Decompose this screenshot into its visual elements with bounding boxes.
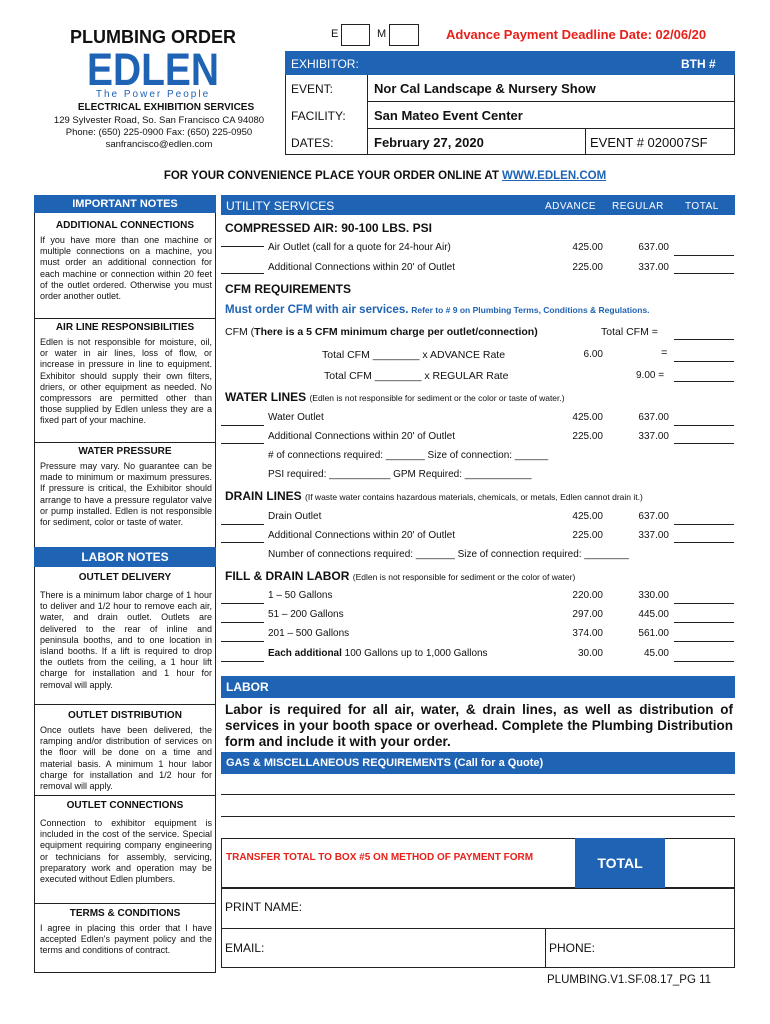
- fill-row-3-label: 201 – 500 Gallons: [268, 628, 350, 639]
- footer-code: PLUMBING.V1.SF.08.17_PG 11: [547, 974, 712, 986]
- e-label: E: [331, 28, 339, 40]
- total-cfm-label: Total CFM =: [601, 326, 658, 338]
- gas-misc-line-1[interactable]: [221, 794, 735, 795]
- fill-row-1-label: 1 – 50 Gallons: [268, 590, 333, 601]
- online-order-text: FOR YOUR CONVENIENCE PLACE YOUR ORDER ONLINE AT: [163, 170, 503, 182]
- fill-drain-note: (Edlen is not responsible for sediment or the color of water): [352, 572, 576, 582]
- water-outlet-advance: 425.00: [572, 412, 603, 423]
- water-psi-gpm[interactable]: PSI required: ___________ GPM Required: ____________: [268, 469, 532, 480]
- water-outlet-qty[interactable]: [221, 425, 264, 426]
- email-label: EMAIL:: [225, 941, 265, 955]
- drain-lines-title: DRAIN LINES: [225, 489, 302, 503]
- company-name: ELECTRICAL EXHIBITION SERVICES: [77, 102, 255, 113]
- fill-row-4-regular: 45.00: [643, 648, 669, 659]
- cfm-advance-rate: 6.00: [583, 349, 603, 360]
- fill-row-4-label: [268, 648, 488, 659]
- outlet-connections-text: Connection to exhibitor equipment is included in the cost of the service. Special equipment requiring company engineering or technicians for assembly, servicing, preparatory work and operation may be executed without Edlen plumbers.: [40, 818, 212, 885]
- air-additional-advance: 225.00: [572, 262, 603, 273]
- fill-row-4-bold: Each additional: [268, 648, 342, 659]
- drain-outlet-label: Drain Outlet: [268, 511, 322, 522]
- facility-label: FACILITY:: [291, 109, 346, 123]
- water-lines-note: (Edlen is not responsible for sediment or the color or taste of water.): [309, 393, 565, 403]
- company-address: 129 Sylvester Road, So. San Francisco CA 94080: [53, 115, 265, 126]
- labor-header: LABOR: [221, 676, 735, 698]
- m-label: M: [377, 28, 387, 40]
- fill-row-2-label: 51 – 200 Gallons: [268, 609, 344, 620]
- phone-label: PHONE:: [549, 941, 596, 955]
- fill-row-2-qty[interactable]: [221, 622, 264, 623]
- cfm-regular-line: Total CFM ________ x REGULAR Rate: [324, 370, 509, 382]
- dates-value[interactable]: February 27, 2020: [374, 135, 484, 150]
- cfm-regular-total[interactable]: [674, 381, 734, 382]
- important-notes-header: IMPORTANT NOTES: [34, 195, 216, 213]
- company-phone: Phone: (650) 225-0900 Fax: (650) 225-0950: [65, 127, 253, 138]
- cfm-must-line: [225, 304, 735, 316]
- labor-notes-header: LABOR NOTES: [34, 547, 216, 567]
- cfm-minimum-text: There is a 5 CFM minimum charge per outlet/connection): [254, 326, 538, 338]
- water-additional-total[interactable]: [674, 443, 734, 444]
- dates-label: DATES:: [291, 136, 334, 150]
- fill-drain-title: FILL & DRAIN LABOR: [225, 569, 350, 583]
- e-box[interactable]: [341, 24, 370, 46]
- fill-row-3-regular: 561.00: [638, 628, 669, 639]
- transfer-total-text: TRANSFER TOTAL TO BOX #5 ON METHOD OF PAYMENT FORM: [226, 852, 534, 863]
- water-outlet-label: Water Outlet: [268, 412, 324, 423]
- print-name-input[interactable]: [310, 892, 730, 922]
- air-additional-label: Additional Connections within 20' of Outlet: [268, 262, 456, 273]
- email-input[interactable]: [272, 932, 542, 964]
- phone-input[interactable]: [602, 932, 732, 964]
- outlet-distribution-title: OUTLET DISTRIBUTION: [68, 710, 182, 721]
- col-advance: ADVANCE: [545, 201, 597, 212]
- cfm-advance-line: Total CFM ________ x ADVANCE Rate: [322, 349, 506, 361]
- drain-additional-advance: 225.00: [572, 530, 603, 541]
- event-value[interactable]: Nor Cal Landscape & Nursery Show: [374, 81, 596, 96]
- drain-additional-total[interactable]: [674, 542, 734, 543]
- fill-row-2-advance: 297.00: [572, 609, 603, 620]
- svg-text:EDLEN: EDLEN: [87, 48, 219, 90]
- outlet-connections-title: OUTLET CONNECTIONS: [66, 800, 184, 811]
- fill-row-1-advance: 220.00: [572, 590, 603, 601]
- print-name-label: PRINT NAME:: [225, 900, 303, 914]
- fill-row-3-advance: 374.00: [572, 628, 603, 639]
- air-line-text: Edlen is not responsible for moisture, oil, or water in air lines, loss of flow, or increase in pressure in line to equipment. Exhibitor should supply their own filters, driers, or other equipment as needed. No compressors are permitted other than those supplied by Edlen unless they are a fixed part of your machine.: [40, 337, 212, 426]
- event-label: EVENT:: [291, 82, 334, 96]
- terms-text: I agree in placing this order that I have accepted Edlen's payment policy and the terms and conditions of contract.: [40, 923, 212, 956]
- fill-row-4-rest: 100 Gallons up to 1,000 Gallons: [341, 648, 488, 659]
- terms-title: TERMS & CONDITIONS: [69, 908, 181, 919]
- air-outlet-advance: 425.00: [572, 242, 603, 253]
- outlet-delivery-title: OUTLET DELIVERY: [78, 572, 172, 583]
- event-number: EVENT # 020007SF: [590, 135, 708, 150]
- air-outlet-label: Air Outlet (call for a quote for 24-hour Air): [268, 242, 451, 253]
- edlen-logo: [86, 48, 220, 90]
- air-additional-qty[interactable]: [221, 273, 264, 274]
- fill-row-4-total[interactable]: [674, 661, 734, 662]
- air-additional-total[interactable]: [674, 273, 734, 274]
- drain-additional-label: Additional Connections within 20' of Outlet: [268, 530, 456, 541]
- labor-text: Labor is required for all air, water, & drain lines, as well as distribution of services in your booth space or overhead. Complete the Plumbing Distribution form and include it with your order.: [225, 702, 733, 749]
- water-lines-heading: [225, 390, 565, 404]
- fill-row-3-qty[interactable]: [221, 641, 264, 642]
- col-total: TOTAL: [685, 201, 719, 212]
- company-email: sanfrancisco@edlen.com: [105, 139, 213, 150]
- water-outlet-total[interactable]: [674, 425, 734, 426]
- facility-value[interactable]: San Mateo Event Center: [374, 108, 523, 123]
- deadline-date: Advance Payment Deadline Date: 02/06/20: [446, 27, 707, 42]
- water-additional-qty[interactable]: [221, 443, 264, 444]
- drain-outlet-qty[interactable]: [221, 524, 264, 525]
- water-additional-regular: 337.00: [638, 431, 669, 442]
- gas-misc-header: GAS & MISCELLANEOUS REQUIREMENTS (Call for a Quote): [221, 752, 735, 774]
- water-pressure-text: Pressure may vary. No guarantee can be made to minimum or maximum pressures. If pressure is critical, the Exhibitor should arrange to have a pressure regulator valve or pump installed. Edlen is not responsible for sediment, color or taste of water.: [40, 461, 212, 528]
- drain-outlet-regular: 637.00: [638, 511, 669, 522]
- air-outlet-total[interactable]: [674, 255, 734, 256]
- water-outlet-regular: 637.00: [638, 412, 669, 423]
- water-additional-label: Additional Connections within 20' of Outlet: [268, 431, 456, 442]
- exhibitor-label: EXHIBITOR:: [291, 57, 359, 71]
- col-regular: REGULAR: [612, 201, 664, 212]
- water-additional-advance: 225.00: [572, 431, 603, 442]
- drain-connections-required[interactable]: Number of connections required: _______ Size of connection required: ________: [268, 549, 629, 560]
- drain-lines-note: (If waste water contains hazardous materials, chemicals, or metals, Edlen cannot drain it.): [305, 492, 643, 502]
- page-title: PLUMBING ORDER: [70, 27, 236, 47]
- drain-outlet-total[interactable]: [674, 524, 734, 525]
- gas-misc-line-2[interactable]: [221, 816, 735, 817]
- compressed-air-title: COMPRESSED AIR: 90-100 LBS. PSI: [225, 221, 432, 235]
- fill-row-4-advance: 30.00: [577, 648, 603, 659]
- air-outlet-regular: 637.00: [638, 242, 669, 253]
- cfm-refer-text: Refer to # 9 on Plumbing Terms, Conditions & Regulations.: [411, 305, 650, 315]
- cfm-advance-equals: =: [661, 347, 668, 359]
- drain-additional-regular: 337.00: [638, 530, 669, 541]
- water-pressure-title: WATER PRESSURE: [78, 446, 172, 457]
- additional-connections-text: If you have more than one machine or multiple connections on a machine, you must order an additional connection for each machine or connection within 20 feet of the outlet ordered. Otherwise you must order another outlet.: [40, 235, 212, 302]
- total-cfm-input[interactable]: [674, 339, 734, 340]
- booth-label: BTH #: [681, 57, 716, 71]
- m-box[interactable]: [389, 24, 419, 46]
- cfm-minimum-line: [225, 326, 538, 338]
- fill-row-1-regular: 330.00: [638, 590, 669, 601]
- air-additional-regular: 337.00: [638, 262, 669, 273]
- cfm-prefix: CFM (: [225, 326, 255, 338]
- cfm-advance-total[interactable]: [674, 361, 734, 362]
- fill-row-4-qty[interactable]: [221, 661, 264, 662]
- additional-connections-title: ADDITIONAL CONNECTIONS: [55, 220, 195, 231]
- fill-row-1-qty[interactable]: [221, 603, 264, 604]
- cfm-must-text: Must order CFM with air services.: [225, 304, 409, 316]
- drain-additional-qty[interactable]: [221, 542, 264, 543]
- outlet-delivery-text: There is a minimum labor charge of 1 hour to deliver and 1/2 hour to remove each air, water, and drain outlet. Outlets are delivered to the rear of inline and peninsula booths, and to one location in island booths. If a lift is required to drop the outlets from the ceiling, a 1 hour lift charge for installation and 1 hour for removal will apply.: [40, 590, 212, 690]
- air-line-title: AIR LINE RESPONSIBILITIES: [55, 322, 195, 333]
- drain-lines-heading: [225, 489, 643, 503]
- fill-row-3-total[interactable]: [674, 641, 734, 642]
- total-label: TOTAL: [575, 838, 665, 888]
- total-value[interactable]: [666, 838, 735, 888]
- cfm-regular-rate: 9.00 =: [636, 370, 665, 381]
- fill-drain-heading: [225, 569, 575, 583]
- online-order-link[interactable]: WWW.EDLEN.COM: [502, 170, 607, 182]
- water-connections-required[interactable]: # of connections required: _______ Size of connection: ______: [268, 450, 549, 461]
- fill-row-1-total[interactable]: [674, 603, 734, 604]
- online-order-line: [0, 170, 770, 182]
- air-outlet-qty[interactable]: [221, 246, 264, 247]
- water-lines-title: WATER LINES: [225, 390, 307, 404]
- outlet-distribution-text: Once outlets have been delivered, the ramping and/or distribution of services on the floor will be done on a time and material basis. A minimum 1 hour labor charge for installation and 1/2 hour for removal will apply.: [40, 725, 212, 792]
- logo-tagline: The Power People: [95, 89, 211, 100]
- fill-row-2-regular: 445.00: [638, 609, 669, 620]
- cfm-title: CFM REQUIREMENTS: [225, 282, 351, 296]
- utility-services-title: UTILITY SERVICES: [226, 199, 335, 213]
- drain-outlet-advance: 425.00: [572, 511, 603, 522]
- fill-row-2-total[interactable]: [674, 622, 734, 623]
